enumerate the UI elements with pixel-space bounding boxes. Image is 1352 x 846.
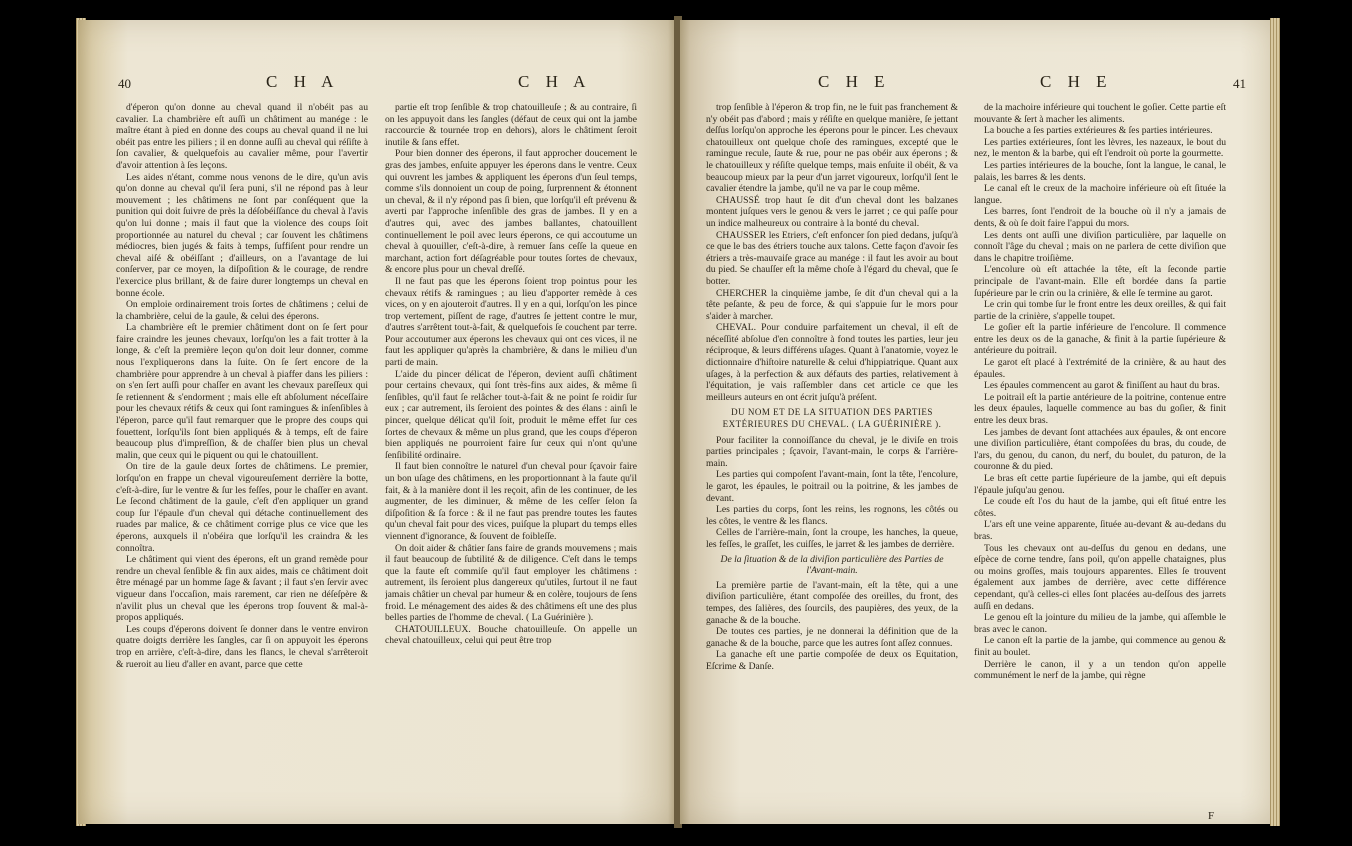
paragraph: Les dents ont auſſi une diviſion particulière, par laquelle on connoît l'âge du cheval ; mais on ne parlera de cette diviſion que dans le chapitre troiſième. (974, 229, 1226, 264)
paragraph: Les parties intérieures de la bouche, ſont la langue, le canal, le palais, les barres & les dents. (974, 159, 1226, 183)
paragraph: La ganache eſt une partie compoſée de deux os Equitation, Eſcrime & Danſe. (706, 649, 958, 672)
paragraph: Le poitrail eſt la partie antérieure de la poitrine, contenue entre les deux épaules, laquelle commence au bas du goſier, & finit entre les deux bras. (974, 391, 1226, 427)
paragraph: Les parties extérieures, ſont les lèvres, les nazeaux, le bout du nez, le menton & la barbe, qui eſt l'endroit où porte la gourmette. (974, 136, 1226, 160)
running-head-right-2: C H E (1040, 72, 1113, 91)
paragraph: Il ne faut pas que les éperons ſoient trop pointus pour les chevaux rétifs & ramingues ; au lieu d'apporter remède à ces vices, on y en ajouteroit d'autres. Il y en a qui, lorſqu'on les pince trop vertement, piſſent de rage, d'autres ſe jettent contre le mur, d'autres s'arrêtent tout-à-fait, & quelquefois ſe couchent par terre. Pour accoutumer aux éperons les chevaux qui ont ces vices, il ne faut les appliquer qu'après la chambrière, & dans le milieu d'un parti de main. (385, 275, 637, 369)
left-page-column-1 (116, 102, 368, 802)
paragraph: Le canal eſt le creux de la machoire inférieure où eſt ſituée la langue. (974, 183, 1226, 206)
paragraph: Les épaules commencent au garot & finiſſent au haut du bras. (984, 380, 1220, 392)
paragraph: L'encolure où eſt attachée la tête, eſt la ſeconde partie principale de l'avant-main. Elle eſt bordée dans ſa partie ſupérieure par le crin ou la crinière, & elle ſe termine au garot. (974, 264, 1226, 299)
paragraph: Le châtiment qui vient des éperons, eſt un grand remède pour rendre un cheval ſenſible & fin aux aides, mais ce châtiment doit être ménagé par un homme ſage & ſavant ; il faut s'en ſervir avec vigueur dans l'occaſion, mais rarement, car rien ne déſeſpère & n'avilit plus un cheval que les éperons trop ſouvent & mal-à-propos appliqués. (116, 554, 368, 624)
signature-mark: F (1208, 810, 1215, 822)
paragraph: CHEVAL. Pour conduire parfaitement un cheval, il eſt de néceſſité abſolue d'en connoître à fond toutes les parties, leur jeu réciproque, & leurs différens uſages. Quant à l'anatomie, voyez le dictionnaire d'hiſtoire naturelle & celui d'hippiatrique. Quant aux uſages, à la perfection & aux défauts des parties, relativement à l'équitation, je vais raſſembler dans cet article ce que les meilleurs auteurs en ont écrit juſqu'à préſent. (706, 322, 958, 403)
page-number-right: 41 (1233, 76, 1246, 91)
paragraph: de la machoire inférieure qui touchent le goſier. Cette partie eſt mouvante & ſert à macher les aliments. (974, 102, 1226, 125)
paragraph: De toutes ces parties, je ne donnerai la définition que de la ganache & de la bouche, parce que les autres ſont aſſez connues. (706, 626, 958, 649)
paragraph: Pour faciliter la connoiſſance du cheval, je le diviſe en trois parties principales ; ſçavoir, l'avant-main, le corps & l'arrière-main. (706, 434, 958, 469)
paragraph: Le canon eſt la partie de la jambe, qui commence au genou & finit au boulet. (974, 635, 1226, 658)
paragraph: Les coups d'éperons doivent ſe donner dans le ventre environ quatre doigts derrière les ſangles, car ſi on appuyoit les éperons trop en arrière, c'eſt-à-dire, dans les flancs, le cheval s'arrêteroit & rueroit au lieu d'aller en avant, parce que cette (116, 623, 368, 670)
right-page-column-2 (974, 102, 1226, 802)
paragraph: L'ars eſt une veine apparente, ſituée au-devant & au-dedans du bras. (974, 519, 1226, 542)
paragraph: Le coude eſt l'os du haut de la jambe, qui eſt ſitué entre les côtes. (974, 496, 1226, 519)
paragraph: DU NOM ET DE LA SITUATION DES PARTIES EXTÉRIEURES DU CHEVAL. ( LA GUÉRINIÈRE ). (722, 407, 942, 430)
paragraph: Les parties qui compoſent l'avant-main, ſont la tête, l'encolure, le garot, les épaules, le poitrail ou la poitrine, & les jambes de devant. (706, 469, 958, 504)
paragraph: On tire de la gaule deux ſortes de châtimens. Le premier, lorſqu'on en frappe un cheval vigoureuſement derrière la botte, c'eſt-à-dire, ſur le ventre & ſur les feſſes, pour le chaſſer en avant. Le ſecond châtiment de la gaule, c'eſt d'en appliquer un grand coup ſur l'épaule d'un cheval qui détache continuellement des ruades par malice, & ce châtiment corrige plus ce vice que les éperons, auxquels il n'obéira que lorſqu'il les craindra & les connoîtra. (116, 461, 368, 554)
paragraph: Tous les chevaux ont au-deſſus du genou en dedans, une eſpèce de corne tendre, ſans poil, qu'on appelle chataignes, plus ou moins groſſes, mais toujours apparentes. Elles ſe trouvent également aux jambes de derrière, avec cette différence cependant, qu'à celles-ci elles ſont placées au-deſſous des jarrets auſſi en dedans. (974, 542, 1226, 612)
paragraph: CHATOUILLEUX. Bouche chatouilleuſe. On appelle un cheval chatouilleux, celui qui peut être trop (385, 623, 637, 647)
paragraph: Derrière le canon, il y a un tendon qu'on appelle communément le nerf de la jambe, qui règne (974, 658, 1226, 682)
paragraph: Le crin qui tombe ſur le front entre les deux oreilles, & qui fait partie de la crinière, s'appelle toupet. (974, 299, 1226, 322)
paragraph: La chambrière eſt le premier châtiment dont on ſe ſert pour faire craindre les jeunes chevaux, lorſqu'on les a fait trotter à la longe, & c'eſt la première leçon qu'on doit leur donner, comme nous l'expliquerons dans la ſuite. On ſe ſert encore de la chambrière pour apprendre à un cheval à piaffer dans les piliers : on s'en ſert auſſi pour chaſſer en avant les chevaux pareſſeux qui ſe retiennent & s'endorment ; mais elle eſt abſolument néceſſaire pour les chevaux rétifs & ceux qui ſont ramingues & inſenſibles à l'éperon, parce qu'il faut remarquer que le propre des coups qui fouettent, lorſqu'ils ſont bien appliqués & à temps, eſt de faire beaucoup plus d'impreſſion, & de chaſſer bien plus un cheval malin, que ceux qui le piquent ou qui le chatouillent. (116, 322, 368, 461)
left-page (78, 20, 676, 824)
paragraph: Le garot eſt placé à l'extrémité de la crinière, & au haut des épaules. (974, 357, 1226, 380)
paragraph: On emploie ordinairement trois ſortes de châtimens ; celui de la chambrière, celui de la gaule, & celui des éperons. (116, 299, 368, 322)
paragraph: trop ſenſible à l'éperon & trop fin, ne le fuit pas franchement & n'y obéit pas d'abord ; mais y réſiſte en quelque manière, ſe jettant deſſus lorſqu'on approche les éperons pour le pincer. Les chevaux chatouilleux ont quelque choſe des ramingues, excepté que le ramingue recule, ſaute & rue, pour ne pas obéir aux éperons ; & le chatouilleux y réſiſte quelque temps, mais enſuite il obéit, & va beaucoup mieux par la peur d'un jarret vigoureux, lorſqu'il ſent le cavalier étendre la jambe, qu'il ne va par le coup même. (706, 102, 958, 195)
paragraph: Le bras eſt cette partie ſupérieure de la jambe, qui eſt depuis l'épaule juſqu'au genou. (974, 473, 1226, 496)
running-head-right-1: C H E (818, 72, 891, 91)
paragraph: Le goſier eſt la partie inférieure de l'encolure. Il commence entre les deux os de la ganache, & finit à la partie ſupérieure & antérieure du poitrail. (974, 322, 1226, 357)
paragraph: La première partie de l'avant-main, eſt la tête, qui a une diviſion particulière, étant compoſée des oreilles, du front, des tempes, des ſalières, des ſourcils, des paupières, des yeux, de la ganache & de la bouche. (706, 579, 958, 626)
paragraph: L'aide du pincer délicat de l'éperon, devient auſſi châtiment pour certains chevaux, qui ſont très-fins aux aides, & même ſi ſenſibles, qu'il faut ſe relâcher tout-à-fait & ne point ſe roidir ſur eux ; car autrement, ils ſeroient des pointes & des élans : ainſi le pincer, quelque délicat qu'il ſoit, produit le même effet ſur ces ſortes de chevaux & même un plus grand, que les coups d'éperon bien appliqués ne pourroient faire ſur ceux qui n'ont qu'une ſenſibilité ordinaire. (385, 368, 637, 461)
open-book (78, 16, 1278, 832)
paragraph: partie eſt trop ſenſible & trop chatouilleuſe ; & au contraire, ſi on les appuyoit dans les ſangles (défaut de ceux qui ont la jambe raccourcie & tournée trop en dehors), alors le châtiment ſeroit inutile & ſans effet. (385, 102, 637, 148)
paragraph: Les aides n'étant, comme nous venons de le dire, qu'un avis qu'on donne au cheval qu'il ſera puni, s'il ne répond pas à leur mouvement ; les châtimens ne ſont par conſéquent que la punition qui doit ſuivre de près la déſobéiſſance du cheval à l'avis qu'on lui donne ; mais il faut que la violence des coups ſoit proportionnée au naturel du cheval ; car ſouvent les châtimens médiocres, bien jugés & faits à temps, ſuffiſent pour rendre un cheval aiſé & obéiſſant ; d'ailleurs, on a l'avantage de lui conſerver, par ce moyen, la diſpoſition & le courage, de rendre l'exercice plus brillant, & de faire durer longtemps un cheval en bonne école. (116, 171, 368, 299)
paragraph: CHAUSSER les Etriers, c'eſt enfoncer ſon pied dedans, juſqu'à ce que le bas des étriers touche aux talons. Cette façon d'avoir ſes étriers a très-mauvaiſe grace au manége : il faut les avoir au bout du pied. Se chauſſer eſt la même choſe à l'égard du cheval, que ſe botter. (706, 229, 958, 287)
left-page-column-2 (385, 102, 637, 802)
right-page-edge (1270, 18, 1280, 826)
paragraph: CHAUSSÉ trop haut ſe dit d'un cheval dont les balzanes montent juſques vers le genou & vers le jarret ; ce qui paſſe pour un indice malheureux ou contraire à la bonté du cheval. (706, 194, 958, 229)
paragraph: Pour bien donner des éperons, il faut approcher doucement le gras des jambes, enſuite appuyer les éperons dans le ventre. Ceux qui ouvrent les jambes & appliquent les éperons d'un ſeul temps, comme s'ils donnoient un coup de poing, ſurprennent & étonnent un cheval, & il n'y répond pas ſi bien, que lorſqu'il eſt prévenu & averti par l'approche inſenſible des gras de jambes. Il y en a d'autres qui, avec des jambes ballantes, chatouillent continuellement le poil avec leurs éperons, ce qui accoutume un cheval à quouiller, c'eſt-à-dire, à remuer ſans ceſſe la queue en marchant, action fort déſagréable pour toutes ſortes de chevaux, & encore plus pour un cheval dreſſé. (385, 148, 637, 276)
page-number-left: 40 (118, 76, 131, 91)
running-head-left-1: C H A (266, 72, 340, 91)
paragraph: Les jambes de devant ſont attachées aux épaules, & ont encore une diviſion particulière, étant compoſées du bras, du coude, de l'ars, du genou, du canon, du nerf, du boulet, du paturon, de la couronne & du pied. (974, 426, 1226, 473)
paragraph: Il faut bien connoître le naturel d'un cheval pour ſçavoir faire un bon uſage des châtimens, en les proportionnant à la faute qu'il fait, & à la manière dont il les reçoit, afin de les continuer, de les augmenter, de les diminuer, & même de les ceſſer ſelon ſa diſpoſition & ſa force : & il ne faut pas prendre toutes les fautes qu'un cheval fait pour des vices, puiſque la plupart du temps elles viennent d'ignorance, & ſouvent de foibleſſe. (385, 461, 637, 542)
paragraph: On doit aider & châtier ſans faire de grands mouvemens ; mais il faut beaucoup de ſubtilité & de diligence. C'eſt dans le temps que la faute eſt commiſe qu'il faut employer les châtimens : autrement, ils ſeroient plus dangereux qu'utiles, ſurtout il ne faut jamais châtier un cheval par humeur & en colère, toujours de ſens froid. Le ménagement des aides & des châtimens eſt une des plus belles parties de l'homme de cheval. ( La Guérinière ). (385, 542, 637, 624)
paragraph: De la ſituation & de la diviſion particulière des Parties de l'Avant-main. (720, 553, 944, 577)
paragraph: Les parties du corps, ſont les reins, les rognons, les côtés ou les côtes, le ventre & les flancs. (706, 504, 958, 527)
paragraph: Le genou eſt la jointure du milieu de la jambe, qui aſſemble le bras avec le canon. (974, 612, 1226, 635)
paragraph: d'éperon qu'on donne au cheval quand il n'obéit pas au cavalier. La chambrière eſt auſſi un châtiment au manége : le maître étant à pied en donne des coups au cheval quand il ne lui obéit pas entre les piliers ; il en donne auſſi au cheval qui réſiſte à ſon cavalier, & quelquefois au cavalier même, pour l'avertir d'avoir attention à ſes leçons. (116, 102, 368, 171)
paragraph: Celles de l'arrière-main, ſont la croupe, les hanches, la queue, les feſſes, le graſſet, les cuiſſes, le jarret & les jambes de derrière. (706, 527, 958, 550)
running-head-left-2: C H A (518, 72, 592, 91)
right-page-column-1 (706, 102, 958, 802)
paragraph: CHERCHER la cinquième jambe, ſe dit d'un cheval qui a la tête peſante, & peu de force, & qui s'appuie ſur le mors pour s'aider à marcher. (706, 287, 958, 322)
right-page (680, 20, 1278, 824)
paragraph: La bouche a ſes parties extérieures & ſes parties intérieures. (984, 125, 1213, 137)
paragraph: Les barres, ſont l'endroit de la bouche où il n'y a jamais de dents, & où ſe doit faire l'appui du mors. (974, 206, 1226, 229)
